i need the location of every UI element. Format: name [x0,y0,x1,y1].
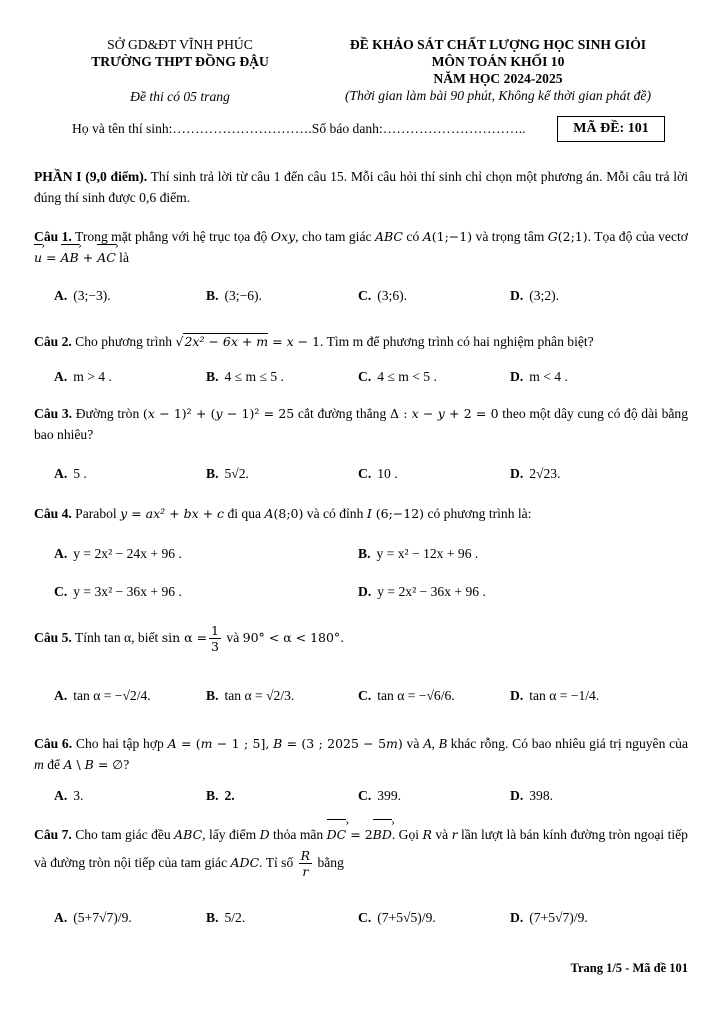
math-expr: A(8;0) [264,506,304,521]
option-4C[interactable] [54,582,182,602]
pages-note: Đề thi có 05 trang [130,89,230,104]
option-3D[interactable] [510,464,560,484]
option-4B[interactable] [358,544,478,564]
question-text: Trong mặt phẳng với hệ trục tọa độ [71,229,271,244]
math-expr: $\frac{R}{r}$ [300,848,311,879]
math-expr: u › = AB › + AC › [34,250,116,265]
math-expr: A(1;−1) [422,229,473,244]
question-7 [34,822,688,879]
question-label: Câu 7. [34,827,72,842]
question-label: Câu 5. [34,630,72,645]
option-value: m < 4 . [529,369,568,384]
question-text: để [43,757,64,772]
option-5A[interactable] [54,686,151,706]
option-key: D. [510,466,524,481]
option-value: (3;−3). [73,288,111,303]
option-4D[interactable] [358,582,486,602]
option-value: y = 2x² − 24x + 96 . [73,546,182,561]
math-expr: A = (m − 1 ; 5], [167,736,270,751]
option-5D[interactable] [510,686,599,706]
option-value: 2√23. [529,466,561,481]
option-key: D. [358,584,372,599]
option-7B[interactable] [206,908,245,928]
option-value: tan α = −1/4. [529,688,600,703]
question-text: là [115,250,129,265]
option-value: 5√2. [224,466,249,481]
option-7C[interactable] [358,908,436,928]
page-footer: Trang 1/5 - Mã đề 101 [570,961,688,975]
question-text: khác rỗng. Có bao nhiêu giá trị nguyên của [446,736,688,751]
option-key: C. [358,910,372,925]
option-key: A. [54,288,68,303]
option-7A[interactable] [54,908,132,928]
part1-text: Thí sinh trả lời từ câu 1 đến câu 15. Mỗi câu hỏi thí sinh chỉ chọn một phương án. Mỗi câu trả lời đúng thí sinh được 0,6 điểm. [34,169,688,205]
option-1C[interactable] [358,286,407,306]
option-value: y = 2x² − 36x + 96 . [377,584,486,599]
option-key: D. [510,369,524,384]
math-expr: B = (3 ; 2025 − 5m) [273,736,403,751]
option-key: C. [358,688,372,703]
option-key: A. [54,688,68,703]
option-key: C. [358,369,372,384]
question-6 [34,733,688,775]
option-value: (3;−6). [224,288,262,303]
question-text: và [223,630,243,645]
option-key: A. [54,369,68,384]
option-3C[interactable] [358,464,398,484]
question-text: theo một dây cung có độ dài bằng bao nhiêu? [34,406,689,442]
option-7D[interactable] [510,908,588,928]
option-value: tan α = √2/3. [224,688,295,703]
option-key: B. [206,688,219,703]
option-value: 398. [529,788,554,803]
option-6B[interactable] [206,786,235,806]
question-text: Cho tam giác đều [71,827,175,842]
option-value: y = x² − 12x + 96 . [376,546,479,561]
option-2D[interactable] [510,367,568,387]
question-text: và trọng tâm [472,229,548,244]
math-expr: A, B [423,736,447,751]
school-year: NĂM HỌC 2024-2025 [433,71,563,86]
option-key: A. [54,788,68,803]
question-text: Cho hai tập hợp [72,736,168,751]
option-value: 3. [73,788,84,803]
option-key: B. [358,546,371,561]
question-text: Cho phương trình [71,334,176,349]
question-text: thỏa mãn [269,827,327,842]
option-value: (7+5√7)/9. [529,910,588,925]
option-value: tan α = −√6/6. [377,688,455,703]
option-3B[interactable] [206,464,249,484]
option-value: 2. [224,788,235,803]
option-5B[interactable] [206,686,294,706]
option-value: y = 3x² − 36x + 96 . [73,584,182,599]
option-value: (7+5√5)/9. [377,910,436,925]
question-text: và [431,827,452,842]
question-text: , lấy điểm [202,827,260,842]
option-key: B. [206,910,219,925]
option-1D[interactable] [510,286,559,306]
math-expr: ADC [230,855,260,870]
question-2 [34,331,688,352]
option-key: B. [206,466,219,481]
option-value: 399. [377,788,402,803]
option-4A[interactable] [54,544,182,564]
question-text: . Tìm m để phương trình có hai nghiệm phân biệt? [320,334,594,349]
math-expr: A \ B = ∅ [63,757,124,772]
option-value: m > 4 . [73,369,112,384]
option-value: (3;2). [529,288,560,303]
option-key: A. [54,466,68,481]
option-value: 5 . [73,466,87,481]
question-label: Câu 1. [34,229,72,244]
question-label: Câu 6. [34,736,73,751]
question-text: . Tọa độ của vectơ [587,229,688,244]
question-4 [34,503,688,524]
question-text: cắt đường thẳng [294,406,390,421]
option-value: 10 . [377,466,398,481]
question-text: lần lượt là bán kính đường tròn ngoại tiếp và đường tròn nội tiếp của tam giác [34,827,688,870]
option-6D[interactable] [510,786,553,806]
school-name: TRƯỜNG THPT ĐỒNG ĐẬU [91,54,269,69]
header-right [318,36,678,104]
math-expr: Δ : x − y + 2 = 0 [389,406,499,421]
question-label: Câu 4. [34,506,72,521]
option-key: B. [206,788,219,803]
option-2C[interactable] [358,367,437,387]
question-label: Câu 3. [34,406,73,421]
option-value: 4 ≤ m < 5 . [377,369,437,384]
option-1A[interactable] [54,286,111,306]
math-expr: y = ax² + bx + c [120,506,225,521]
option-value: 4 ≤ m ≤ 5 . [224,369,284,384]
option-value: (5+7√7)/9. [73,910,132,925]
subject-title: MÔN TOÁN KHỐI 10 [431,54,565,69]
option-2A[interactable] [54,367,112,387]
option-key: D. [510,910,524,925]
math-expr: R [422,827,432,842]
question-text: , cho tam giác [295,229,375,244]
question-label: Câu 2. [34,334,72,349]
math-expr: sin α = $\frac{1}{3}$ [161,623,219,654]
option-1B[interactable] [206,286,262,306]
option-5C[interactable] [358,686,455,706]
option-key: C. [358,466,372,481]
question-text: ? [123,757,130,772]
math-expr: Oxy [270,229,296,244]
exam-code-box: MÃ ĐỀ: 101 [557,116,665,142]
time-note: (Thời gian làm bài 90 phút, Không kể thời gian phát đề) [344,88,651,103]
question-text: Parabol [71,506,121,521]
math-expr: ABC [374,229,403,244]
option-3A[interactable] [54,464,87,484]
option-key: A. [54,910,68,925]
question-text: đi qua [224,506,265,521]
math-expr: ABC [174,827,203,842]
option-key: D. [510,688,524,703]
question-text: có phương trình là: [424,506,532,521]
math-expr: m [34,757,44,772]
question-text: và có đỉnh [303,506,367,521]
part1-title: PHẦN I (9,0 điểm). [34,169,148,184]
option-key: B. [206,288,219,303]
math-expr: G(2;1) [547,229,588,244]
math-expr: DC › = 2BD › [327,827,392,842]
option-6C[interactable] [358,786,401,806]
option-value: 5/2. [224,910,246,925]
question-1 [34,226,688,268]
department-name: SỞ GD&ĐT VĨNH PHÚC [107,37,253,52]
option-value: tan α = −√2/4. [73,688,151,703]
question-text: Đường tròn [72,406,143,421]
question-text: . Gọi [391,827,423,842]
math-expr: I (6;−12) [366,506,425,521]
option-key: B. [206,369,219,384]
option-2B[interactable] [206,367,284,387]
part1-intro [34,166,688,208]
option-key: D. [510,288,524,303]
option-6A[interactable] [54,786,83,806]
math-expr: 90° < α < 180°. [242,630,345,645]
header-left [60,36,300,105]
question-text: . Tỉ số [259,855,297,870]
option-key: D. [510,788,524,803]
math-expr: √2x² − 6x + m = x − 1 [175,334,321,349]
option-key: C. [358,788,372,803]
math-expr: r [451,827,458,842]
question-text: Tính tan α, biết [71,630,162,645]
option-key: C. [358,288,372,303]
math-expr: (x − 1)² + (y − 1)² = 25 [142,406,295,421]
option-value: (3;6). [377,288,408,303]
question-text: và [402,736,424,751]
exam-title: ĐỀ KHẢO SÁT CHẤT LƯỢNG HỌC SINH GIỎI [349,37,647,52]
candidate-info-line: Họ và tên thí sinh:………………………….Số báo danh:………………………….. [72,121,526,136]
math-expr: D [259,827,270,842]
question-3 [34,403,688,445]
question-text: có [402,229,423,244]
option-key: C. [54,584,68,599]
question-text: bằng [314,855,344,870]
question-5 [34,623,688,654]
option-key: A. [54,546,68,561]
